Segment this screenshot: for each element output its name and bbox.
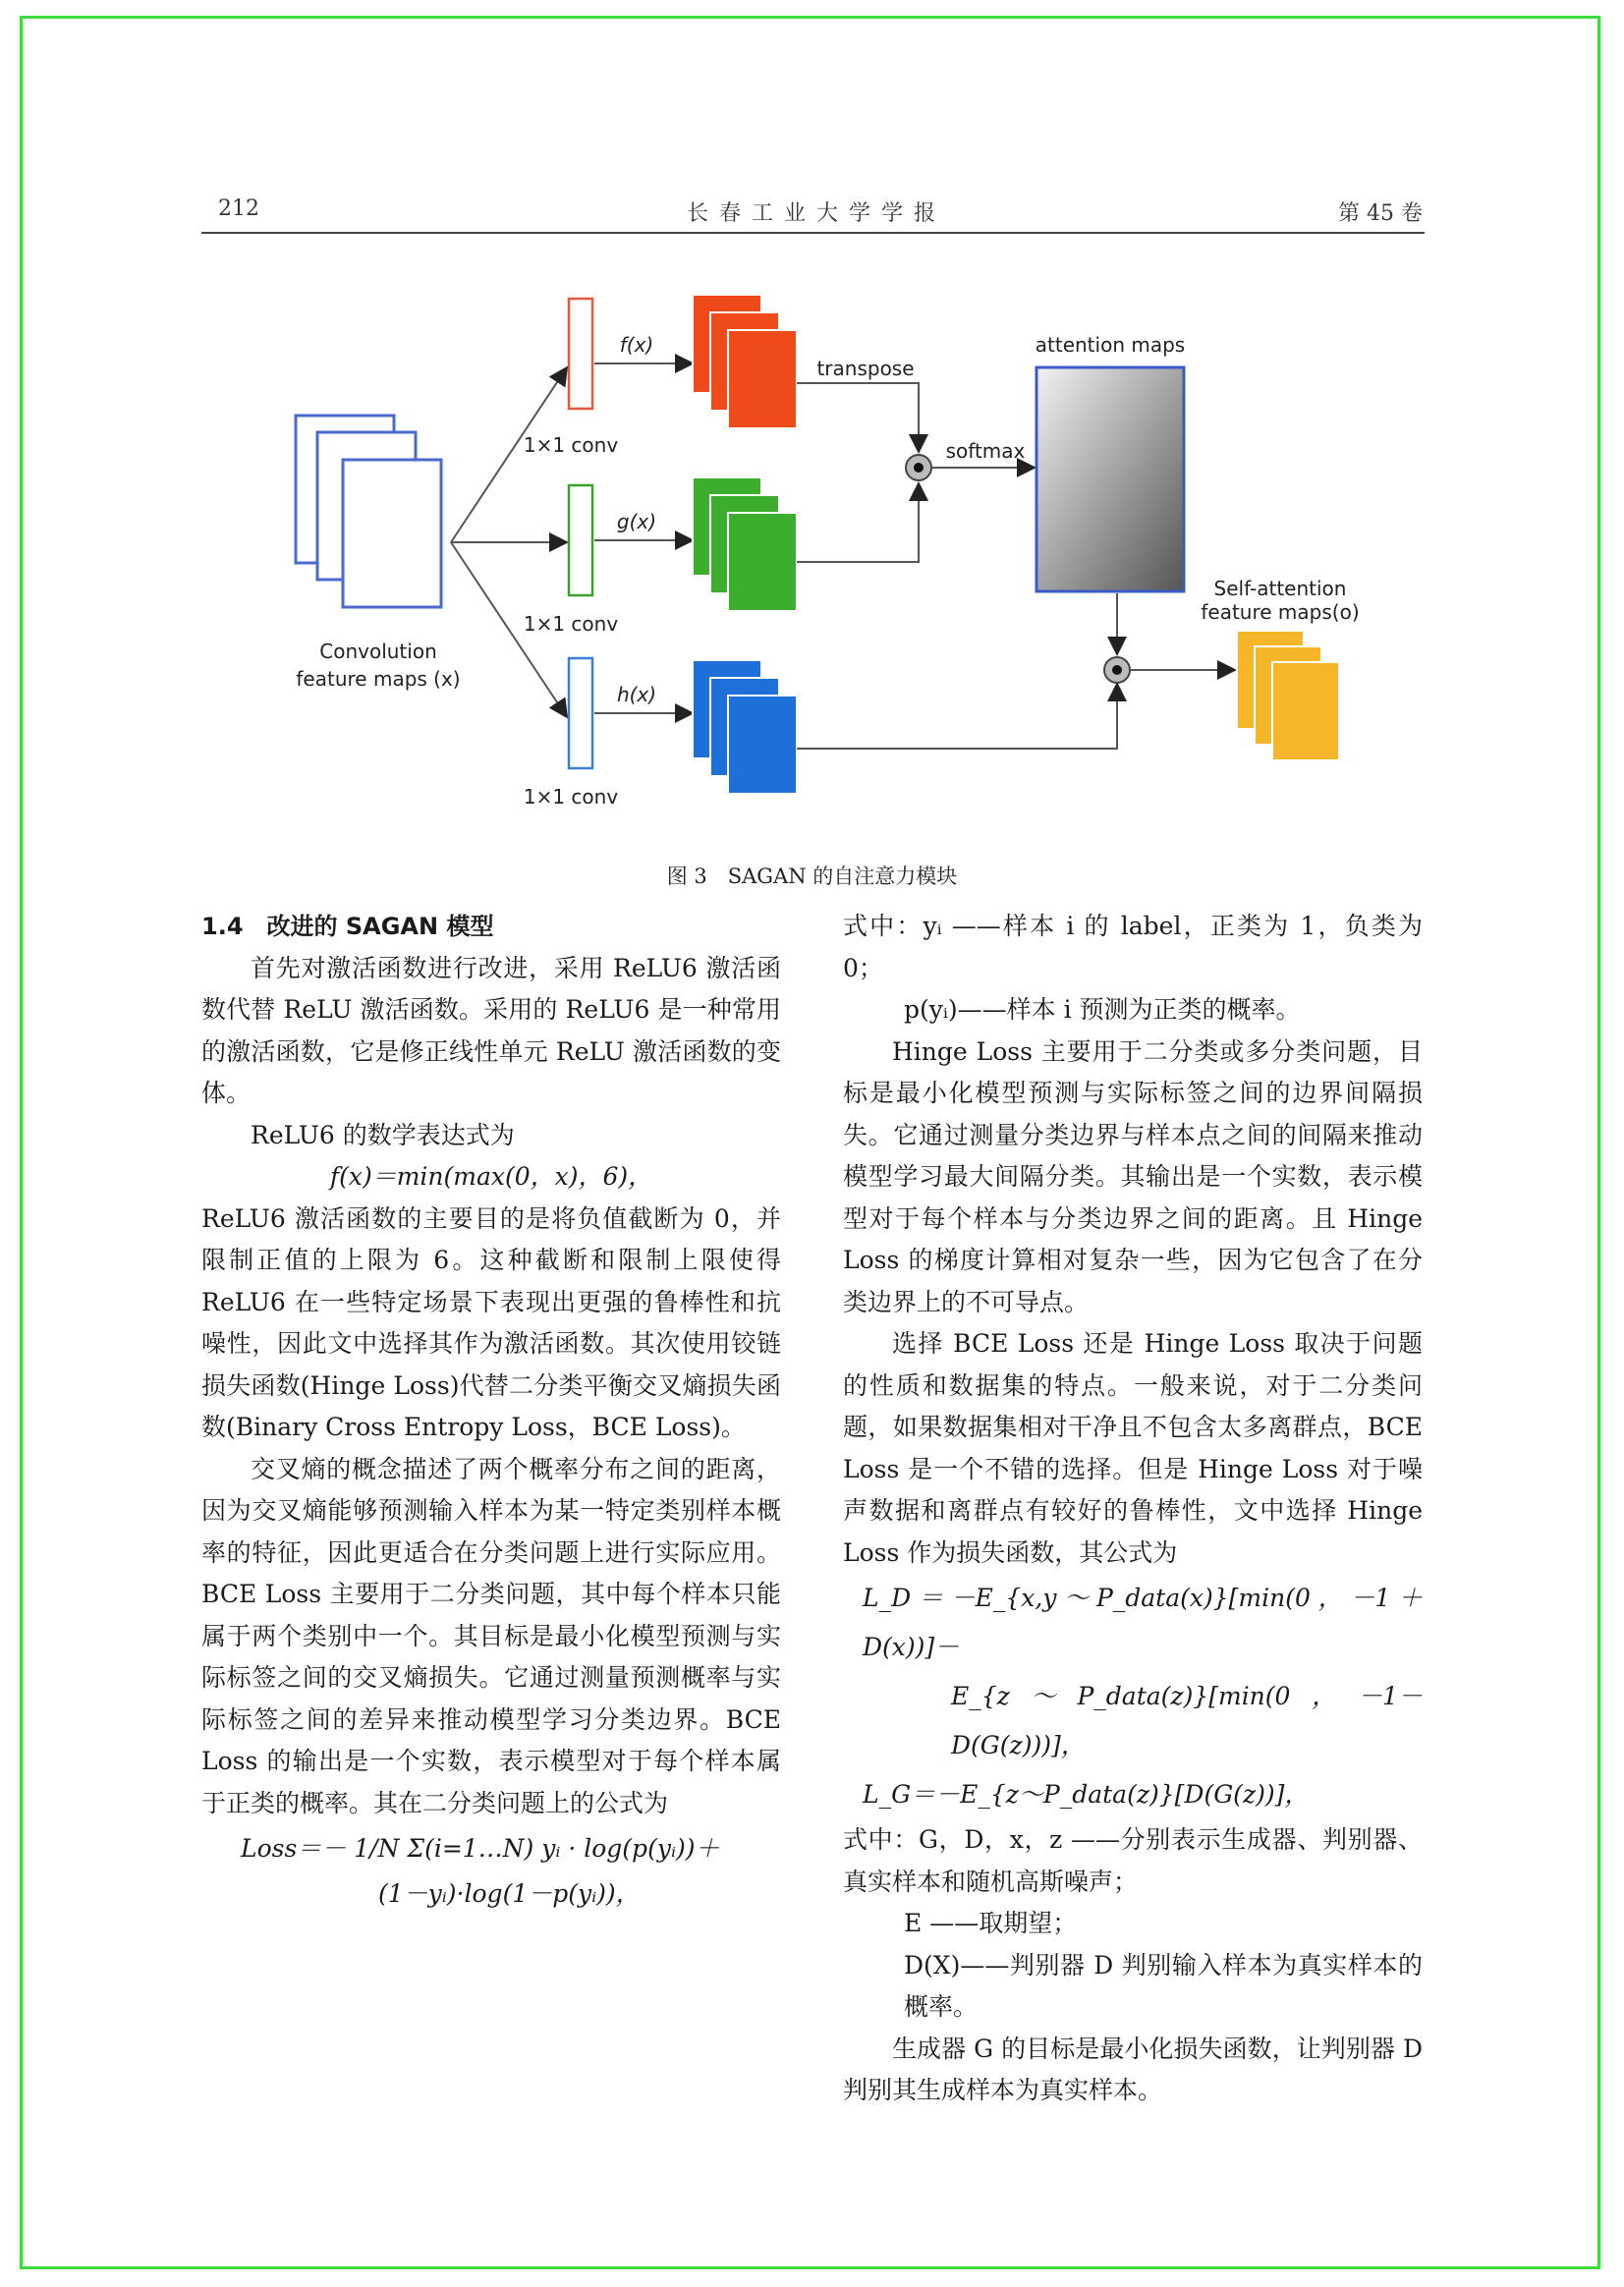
volume: 第 45 卷 xyxy=(1338,201,1423,226)
definition: D(X)——判别器 D 判别输入样本为真实样本的概率。 xyxy=(904,1950,1423,2021)
g-label: g(x) xyxy=(616,510,657,533)
conv-g xyxy=(569,485,592,595)
output-label-1: Self-attention xyxy=(1213,577,1347,600)
header-rule xyxy=(201,232,1425,234)
section-heading: 1.4 改进的 SAGAN 模型 xyxy=(201,913,494,940)
attention-label: attention maps xyxy=(1035,333,1186,357)
left-column xyxy=(201,906,781,1916)
figure-caption: 图 3 SAGAN 的自注意力模块 xyxy=(666,865,958,888)
softmax-label: softmax xyxy=(945,439,1026,463)
paragraph: Hinge Loss 主要用于二分类或多分类问题，目标是最小化模型预测与实际标签之间的边界间隔损失。它通过测量分类边界与样本点之间的间隔来推动模型学习最大间隔分类。其输出是一个实数，表示模型对于每个样本与分类边界之间的距离。且 Hinge Loss 的梯度计算相对复杂一些，因为它包含了在分类边界上的不可导点。 xyxy=(843,1036,1423,1316)
multiply-node-1 xyxy=(906,455,931,480)
equation-relu6: f(x)＝min(max(0，x)，6)， xyxy=(329,1162,653,1191)
input-feature-maps xyxy=(296,416,441,607)
h-label: h(x) xyxy=(616,683,657,706)
input-label-2: feature maps (x) xyxy=(296,667,461,691)
f-label: f(x) xyxy=(619,333,654,357)
paragraph: ReLU6 的数学表达式为 xyxy=(251,1120,515,1149)
definition: p(yᵢ)——样本 i 预测为正类的概率。 xyxy=(904,995,1301,1024)
input-label-1: Convolution xyxy=(319,640,437,663)
output-label-2: feature maps(o) xyxy=(1201,600,1360,624)
conv-f xyxy=(569,299,592,409)
attention-maps xyxy=(1036,367,1184,591)
paragraph: 交叉熵的概念描述了两个概率分布之间的距离，因为交叉熵能够预测输入样本为某一特定类别样本概率的特征，因此更适合在分类问题上进行实际应用。BCE Loss 主要用于二分类问题，其中每个样本只能属于两个类别中一个。其目标是最小化模型预测与实际标签之间的交叉熵损失。它通过测量预测概率与实际标签之间的差异来推动模型学习分类边界。BCE Loss 的输出是一个实数，表示模型对于每个样本属于正类的概率。其在二分类问题上的公式为 xyxy=(201,1454,781,1817)
multiply-node-2 xyxy=(1104,657,1130,683)
equation-ld-2: E_{z～P_data(z)}[min(0，－1－D(G(z)))]， xyxy=(951,1682,1423,1759)
h-stack xyxy=(693,660,797,794)
conv-label-g: 1×1 conv xyxy=(523,612,619,636)
conv-label-h: 1×1 conv xyxy=(523,785,619,809)
paragraph: ReLU6 激活函数的主要目的是将负值截断为 0，并限制正值的上限为 6。这种截断和限制上限使得 ReLU6 在一些特定场景下表现出更强的鲁棒性和抗噪性，因此文中选择其作为激活函数。其次使用铰链损失函数(Hinge Loss)代替二分类平衡交叉熵损失函数(Binary Cross Entropy Loss，BCE Loss)。 xyxy=(201,1203,781,1441)
sagan-attention-figure xyxy=(201,285,1420,835)
paragraph: 首先对激活函数进行改进，采用 ReLU6 激活函数代替 ReLU 激活函数。采用的 ReLU6 是一种常用的激活函数，它是修正线性单元 ReLU 激活函数的变体。 xyxy=(201,953,781,1107)
right-column xyxy=(843,906,1423,2112)
paragraph: 选择 BCE Loss 还是 Hinge Loss 取决于问题的性质和数据集的特点。一般来说，对于二分类问题，如果数据集相对干净且不包含太多离群点，BCE Loss 是一个不错的选择。但是 Hinge Loss 对于噪声数据和离群点有较好的鲁棒性，文中选择 Hinge Loss 作为损失函数，其公式为 xyxy=(843,1329,1423,1567)
paragraph: 生成器 G 的目标是最小化损失函数，让判别器 D 判别其生成样本为真实样本。 xyxy=(843,2034,1423,2104)
transpose-label: transpose xyxy=(816,357,915,380)
definition: 式中：yᵢ ——样本 i 的 label，正类为 1，负类为 0； xyxy=(843,912,1423,982)
page-number: 212 xyxy=(218,196,259,221)
conv-label-f: 1×1 conv xyxy=(523,433,619,457)
equation-lg: L_G＝－E_{z～P_data(z)}[D(G(z))]， xyxy=(863,1780,1310,1809)
equation-bce-2: (1－yᵢ)·log(1－p(yᵢ))， xyxy=(378,1879,641,1908)
definition: 式中：G，D，x，z ——分别表示生成器、判别器、真实样本和随机高斯噪声； xyxy=(843,1825,1423,1896)
definition: E ——取期望； xyxy=(904,1909,1078,1937)
output-stack xyxy=(1237,631,1339,760)
equation-bce-1: Loss＝－ 1/N Σ(i=1…N) yᵢ · log(p(yᵢ))＋ xyxy=(241,1834,720,1863)
conv-h xyxy=(569,658,592,768)
f-stack xyxy=(693,295,797,428)
journal-title: 长 春 工 业 大 学 学 报 xyxy=(687,201,937,226)
equation-ld-1: L_D＝－E_{x,y～P_data(x)}[min(0，－1＋D(x))]－ xyxy=(863,1584,1423,1661)
g-stack xyxy=(693,477,797,611)
